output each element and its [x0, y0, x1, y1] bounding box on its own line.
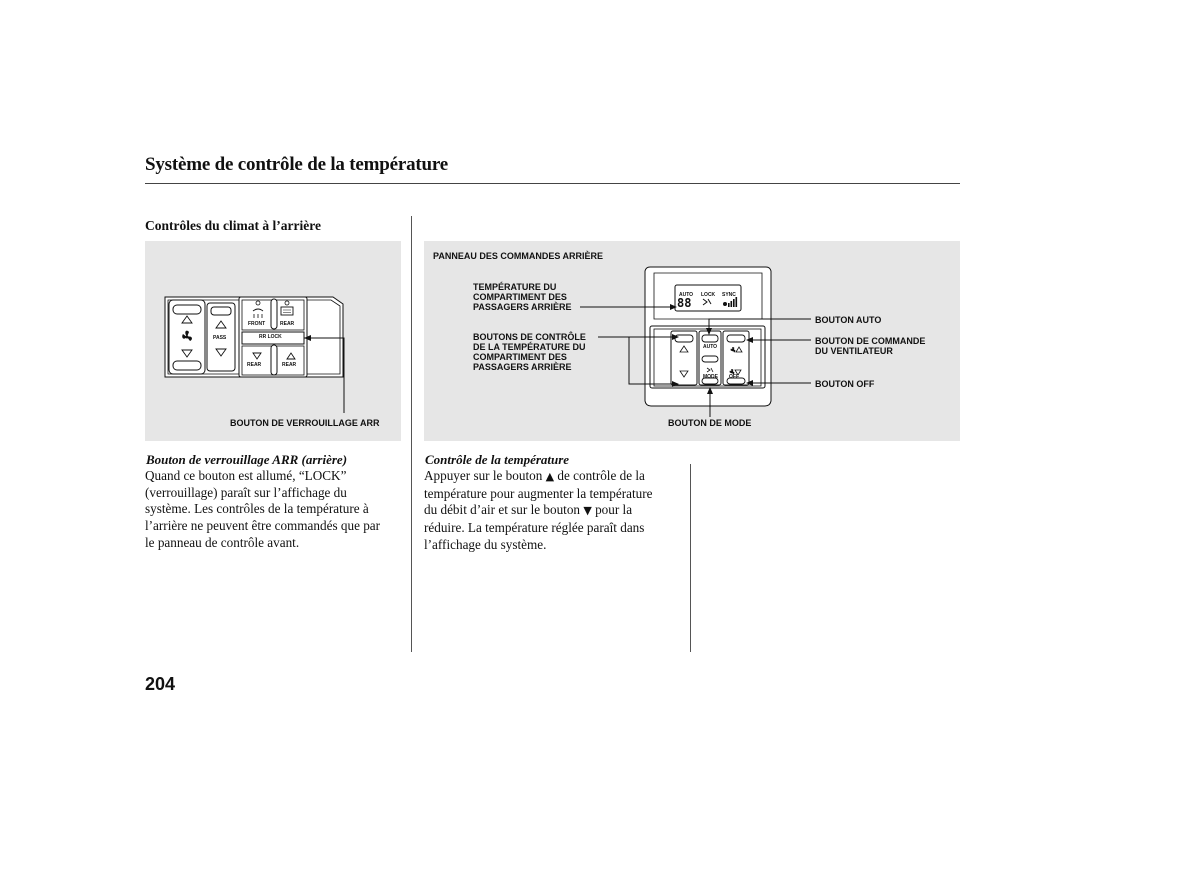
title-divider: [145, 183, 960, 184]
temp-display-callout-line3: PASSAGERS ARRIÈRE: [473, 302, 572, 312]
lock-button-paragraph: [145, 468, 405, 552]
pass-label: PASS: [213, 335, 227, 341]
page-number: 204: [145, 674, 176, 694]
auto-button-callout: BOUTON AUTO: [815, 315, 882, 325]
rear-climate-controls-drawing: [145, 241, 401, 441]
fan-button-callout: [815, 336, 925, 356]
auto-indicator-label: AUTO: [679, 292, 694, 298]
auto-key-label: AUTO: [703, 344, 718, 350]
fan-button-callout-line2: DU VENTILATEUR: [815, 346, 893, 356]
sync-indicator-label: SYNC: [722, 292, 736, 298]
temp-display-callout: [473, 282, 572, 312]
rear-control-panel-figure: [424, 241, 960, 441]
rr-lock-button-label: RR LOCK: [259, 334, 282, 340]
lock-indicator-label: LOCK: [701, 292, 716, 298]
page-title: Système de contrôle de la température: [145, 154, 449, 175]
off-key-label: OFF: [729, 374, 739, 380]
rear-temp-up-label: REAR: [282, 362, 297, 368]
temperature-control-heading: Contrôle de la température: [425, 452, 570, 467]
temp-buttons-callout-line1: BOUTONS DE CONTRÔLE: [473, 332, 586, 342]
fan-button-callout-line1: BOUTON DE COMMANDE: [815, 336, 926, 346]
rear-climate-controls-figure: [145, 241, 401, 441]
paragraph-line: Quand ce bouton est allumé, “LOCK”: [145, 468, 347, 483]
rr-lock-button-callout: BOUTON DE VERROUILLAGE ARR: [230, 418, 380, 428]
paragraph-line: l’affichage du système.: [424, 536, 547, 552]
temp-buttons-callout-line4: PASSAGERS ARRIÈRE: [473, 362, 572, 372]
front-defrost-label: FRONT: [248, 321, 266, 327]
paragraph-line: l’arrière ne peuvent être commandés que par: [145, 518, 381, 534]
paragraph-line: système. Les contrôles de la température à: [145, 501, 369, 517]
paragraph-line: Appuyer sur le bouton ▲ de contrôle de la: [424, 468, 645, 483]
down-arrow-icon: ▼: [583, 504, 592, 518]
rear-defrost-label: REAR: [280, 321, 295, 327]
mode-button-callout: BOUTON DE MODE: [668, 418, 752, 428]
rear-temp-down-label: REAR: [247, 362, 262, 368]
temp-display-callout-line1: TEMPÉRATURE DU: [473, 282, 557, 292]
temp-display-digits: 88: [677, 296, 692, 310]
rear-panel-title: PANNEAU DES COMMANDES ARRIÈRE: [433, 251, 604, 261]
paragraph-line: du débit d’air et sur le bouton ▼ pour la: [424, 502, 633, 518]
section-heading: Contrôles du climat à l’arrière: [145, 218, 321, 233]
up-arrow-icon: ▲: [545, 470, 555, 483]
mode-key-label: MODE: [703, 374, 718, 380]
paragraph-line: réduire. La température réglée paraît dans: [424, 520, 645, 536]
paragraph-line: température pour augmenter la température: [424, 485, 653, 501]
temperature-control-paragraph: [424, 468, 686, 554]
temp-buttons-callout: [473, 332, 586, 372]
temp-display-callout-line2: COMPARTIMENT DES: [473, 292, 567, 302]
paragraph-line: (verrouillage) paraît sur l’affichage du: [145, 484, 347, 500]
column-divider-right: [690, 464, 691, 652]
off-button-callout: BOUTON OFF: [815, 379, 875, 389]
paragraph-line: le panneau de contrôle avant.: [145, 534, 300, 550]
temp-buttons-callout-line3: COMPARTIMENT DES: [473, 352, 567, 362]
lock-button-heading: Bouton de verrouillage ARR (arrière): [146, 452, 348, 467]
column-divider-left: [411, 216, 412, 652]
temp-buttons-callout-line2: DE LA TEMPÉRATURE DU: [473, 342, 586, 352]
